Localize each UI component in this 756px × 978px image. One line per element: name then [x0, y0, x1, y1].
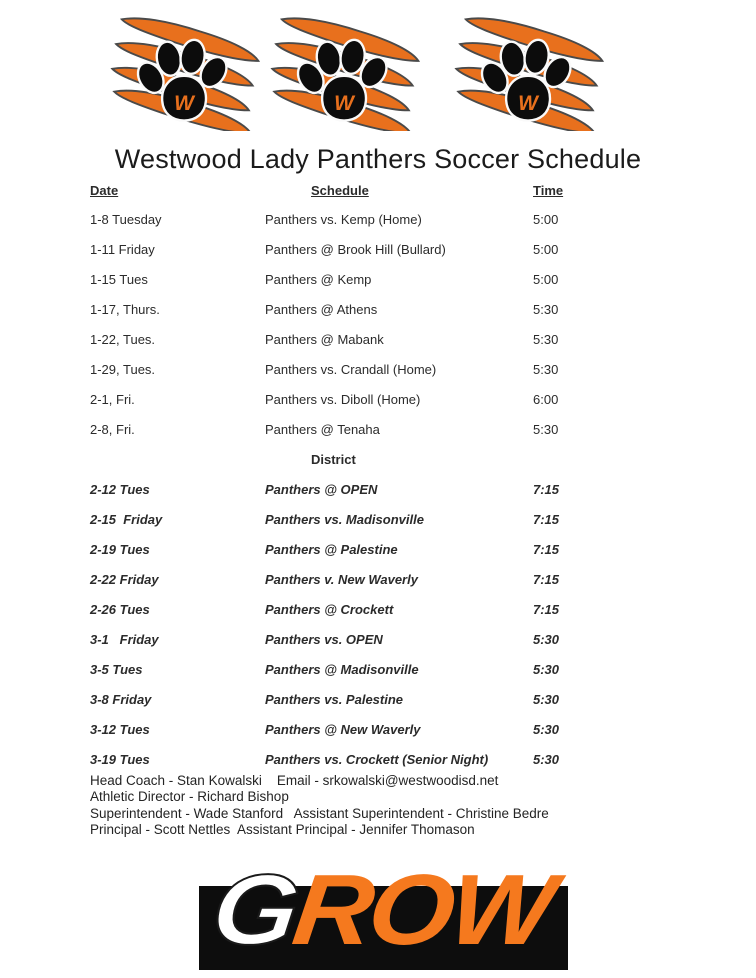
- cell-schedule: Panthers @ Crockett: [265, 602, 394, 617]
- schedule-row: [0, 422, 756, 452]
- schedule-row: [0, 512, 756, 542]
- panther-paw-logo: [107, 15, 263, 131]
- grow-logo: [199, 854, 568, 970]
- district-section-label: District: [311, 452, 356, 467]
- cell-schedule: Panthers vs. Crockett (Senior Night): [265, 752, 489, 767]
- cell-date: 3-12 Tues: [90, 722, 150, 737]
- cell-date: 3-1 Friday: [90, 632, 159, 647]
- grow-letters-row: ROW: [287, 854, 557, 966]
- cell-time: 5:00: [533, 242, 559, 257]
- table-header-row: [0, 183, 756, 212]
- cell-date: 2-15 Friday: [90, 512, 163, 527]
- cell-schedule: Panthers vs. Kemp (Home): [265, 212, 422, 227]
- cell-date: 1-22, Tues.: [90, 332, 156, 347]
- contact-line: Principal - Scott Nettles Assistant Principal - Jennifer Thomason: [90, 821, 475, 837]
- schedule-row: [0, 242, 756, 272]
- cell-schedule: Panthers vs. Madisonville: [265, 512, 424, 527]
- panther-paw-logo: [451, 15, 607, 131]
- cell-time: 5:30: [533, 422, 559, 437]
- cell-date: 1-11 Friday: [90, 242, 155, 257]
- column-header-schedule: Schedule: [311, 183, 369, 198]
- cell-time: 5:30: [533, 692, 560, 707]
- grow-letter-g: G: [206, 854, 302, 966]
- cell-time: 5:30: [533, 722, 560, 737]
- panther-paw-logo: [267, 15, 423, 131]
- cell-time: 5:00: [533, 212, 559, 227]
- cell-schedule: Panthers vs. Diboll (Home): [265, 392, 421, 407]
- cell-time: 7:15: [533, 512, 560, 527]
- cell-date: 3-5 Tues: [90, 662, 143, 677]
- contact-line: Head Coach - Stan Kowalski Email - srkowalski@westwoodisd.net: [90, 773, 499, 788]
- regular-season-rows: [0, 212, 756, 452]
- grow-logo-text: [206, 854, 557, 966]
- cell-date: 2-12 Tues: [90, 482, 150, 497]
- cell-date: 2-22 Friday: [90, 572, 159, 587]
- cell-time: 7:15: [533, 572, 560, 587]
- cell-schedule: Panthers @ Athens: [265, 302, 378, 317]
- schedule-row: [0, 332, 756, 362]
- schedule-row: [0, 362, 756, 392]
- cell-schedule: Panthers @ Mabank: [265, 332, 384, 347]
- schedule-row: [0, 392, 756, 422]
- cell-time: 5:30: [533, 662, 560, 677]
- contact-line: Athletic Director - Richard Bishop: [90, 789, 289, 805]
- schedule-row: [0, 572, 756, 602]
- schedule-row: [0, 212, 756, 242]
- contact-line: Superintendent - Wade Stanford Assistant Superintendent - Christine Bedre: [90, 805, 549, 821]
- cell-date: 1-8 Tuesday: [90, 212, 162, 227]
- schedule-row: [0, 542, 756, 572]
- cell-date: 1-29, Tues.: [90, 362, 156, 377]
- schedule-row: [0, 722, 756, 752]
- cell-time: 5:30: [533, 362, 559, 377]
- cell-time: 5:30: [533, 302, 559, 317]
- schedule-row: [0, 602, 756, 632]
- cell-schedule: Panthers @ Madisonville: [265, 662, 419, 677]
- cell-schedule: Panthers @ OPEN: [265, 482, 378, 497]
- district-rows: [0, 482, 756, 782]
- district-section-row: [0, 452, 756, 482]
- cell-date: 1-17, Thurs.: [90, 302, 160, 317]
- schedule-table: [0, 183, 756, 782]
- cell-time: 7:15: [533, 542, 560, 557]
- page-title: Westwood Lady Panthers Soccer Schedule: [114, 144, 642, 174]
- cell-time: 5:30: [533, 632, 560, 647]
- cell-schedule: Panthers @ Brook Hill (Bullard): [265, 242, 446, 257]
- cell-date: 1-15 Tues: [90, 272, 148, 287]
- schedule-row: [0, 482, 756, 512]
- cell-time: 7:15: [533, 602, 560, 617]
- cell-time: 5:30: [533, 332, 559, 347]
- cell-date: 2-26 Tues: [90, 602, 150, 617]
- cell-schedule: Panthers @ Tenaha: [265, 422, 380, 437]
- cell-time: 5:30: [533, 752, 560, 767]
- schedule-row: [0, 692, 756, 722]
- cell-schedule: Panthers v. New Waverly: [265, 572, 418, 587]
- cell-time: 6:00: [533, 392, 559, 407]
- cell-schedule: Panthers @ Kemp: [265, 272, 372, 287]
- cell-time: 5:00: [533, 272, 559, 287]
- schedule-row: [0, 662, 756, 692]
- cell-schedule: Panthers vs. Palestine: [265, 692, 404, 707]
- cell-date: 2-1, Fri.: [90, 392, 135, 407]
- cell-date: 3-19 Tues: [90, 752, 150, 767]
- cell-time: 7:15: [533, 482, 560, 497]
- cell-schedule: Panthers @ Palestine: [265, 542, 398, 557]
- schedule-row: [0, 302, 756, 332]
- cell-schedule: Panthers @ New Waverly: [265, 722, 421, 737]
- cell-schedule: Panthers vs. Crandall (Home): [265, 362, 437, 377]
- schedule-row: [0, 272, 756, 302]
- cell-date: 2-8, Fri.: [90, 422, 135, 437]
- schedule-row: [0, 632, 756, 662]
- cell-date: 2-19 Tues: [90, 542, 150, 557]
- contact-info: [90, 773, 549, 838]
- cell-date: 3-8 Friday: [90, 692, 152, 707]
- column-header-date: Date: [90, 183, 119, 198]
- column-header-time: Time: [533, 183, 564, 198]
- cell-schedule: Panthers vs. OPEN: [265, 632, 383, 647]
